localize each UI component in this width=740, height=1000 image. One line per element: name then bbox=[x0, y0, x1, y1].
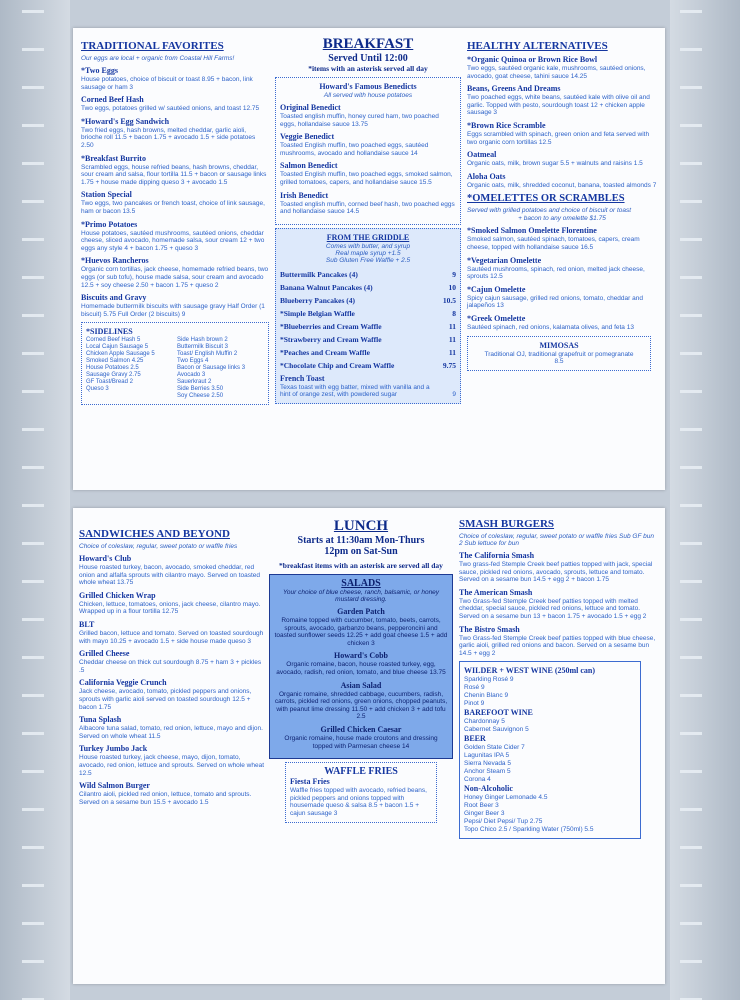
menu-item bbox=[459, 588, 659, 621]
menu-item-name: Howard's Cobb bbox=[333, 651, 388, 661]
decorative-mark bbox=[22, 618, 44, 621]
griddle-item-name: *Strawberry and Cream Waffle bbox=[280, 334, 382, 344]
menu-item bbox=[467, 84, 657, 117]
decorative-mark bbox=[680, 390, 702, 393]
menu-item-name: *Breakfast Burrito bbox=[81, 153, 146, 163]
menu-item bbox=[81, 256, 269, 289]
menu-item bbox=[79, 715, 265, 740]
sideline-item: Soy Cheese 2.50 bbox=[177, 393, 224, 400]
menu-item-desc: Organic oats, milk, shredded coconut, banana, toasted almonds 7 bbox=[467, 181, 657, 189]
menu-item-desc: Toasted English muffin, two poached eggs, smoked salmon, grilled tomatoes, capers, and hollandaise sauce 15.5 bbox=[280, 171, 453, 186]
menu-item-desc: Organic romaine, house made croutons and dressing topped with Parmesan cheese 14 bbox=[284, 734, 438, 750]
menu-item bbox=[467, 256, 657, 281]
drinks-box bbox=[459, 661, 641, 839]
menu-item-desc: Two eggs, sautéed organic kale, mushrooms, sautéed onions, avocado, goat cheese, tahini sauce 14.25 bbox=[467, 65, 646, 80]
traditional-favorites-list bbox=[81, 66, 269, 318]
sideline-item: House Potatoes 2.5 bbox=[86, 365, 139, 372]
menu-item-desc: Homemade buttermilk biscuits with sausage gravy Half Order (1 biscuit) 5.75 Full Order (2 biscuits) 9 bbox=[81, 303, 265, 318]
menu-item-name: The California Smash bbox=[459, 551, 535, 560]
salads-title: SALADS bbox=[341, 578, 381, 589]
menu-item-name: The Bistro Smash bbox=[459, 624, 520, 634]
breakfast-hours: Served Until 12:00 bbox=[328, 53, 408, 64]
menu-item-desc: Two poached eggs, white beans, sautéed kale with olive oil and garlic. Topped with pesto, sourdough toast 12 + chicken apple sausage 3 bbox=[467, 94, 650, 117]
menu-item-name: Aloha Oats bbox=[467, 171, 506, 181]
menu-item bbox=[274, 607, 448, 647]
sideline-item: Side Hash brown 2 bbox=[177, 337, 228, 344]
decorative-mark bbox=[680, 86, 702, 89]
healthy-list bbox=[467, 55, 657, 189]
breakfast-right-section bbox=[467, 40, 657, 371]
griddle-item-price: 8 bbox=[452, 308, 456, 318]
griddle-row bbox=[280, 333, 456, 346]
menu-item-desc: Two grass-fed Stemple Creek beef patties topped with jack, special sauce, pickled red onions, avocado, sprouts, lettuce and tomato. Served on a sesame bun 14.5 + egg 2 + bacon 1.75 bbox=[459, 561, 653, 584]
decorative-mark bbox=[22, 884, 44, 887]
traditional-favorites-section bbox=[81, 40, 269, 405]
griddle-box bbox=[275, 228, 461, 404]
menu-item-desc: Cilantro aioli, pickled red onion, lettuce, tomato and sprouts. Served on a sesame bun 15.5 + avocado 1.5 bbox=[79, 791, 252, 806]
decorative-mark bbox=[680, 314, 702, 317]
decorative-mark bbox=[680, 162, 702, 165]
decorative-mark bbox=[680, 276, 702, 279]
decorative-mark bbox=[22, 162, 44, 165]
decorative-mark bbox=[22, 390, 44, 393]
menu-item bbox=[274, 681, 448, 721]
menu-item-desc: Toasted english muffin, honey cured ham, two poached eggs, hollandaise sauce 13.75 bbox=[280, 113, 439, 128]
menu-item bbox=[280, 161, 456, 186]
menu-item bbox=[274, 725, 448, 750]
non-alcoholic-list bbox=[464, 794, 636, 834]
menu-item bbox=[81, 95, 269, 113]
griddle-row bbox=[280, 268, 456, 281]
menu-item-name: *Brown Rice Scramble bbox=[467, 120, 546, 130]
menu-item-name: *Smoked Salmon Omelette Florentine bbox=[467, 226, 597, 236]
menu-item-name: Wild Salmon Burger bbox=[79, 781, 150, 791]
menu-item bbox=[467, 150, 657, 168]
decorative-mark bbox=[680, 466, 702, 469]
menu-item bbox=[280, 132, 456, 157]
sideline-item: Local Cajun Sausage 5 bbox=[86, 344, 149, 351]
menu-item-name: Salmon Benedict bbox=[280, 161, 338, 171]
non-alcoholic-item: Honey Ginger Lemonade 4.5 bbox=[464, 794, 548, 802]
decorative-mark bbox=[680, 732, 702, 735]
menu-item-desc: Sautéed spinach, red onions, kalamata olives, and feta 13 bbox=[467, 323, 634, 331]
menu-item-desc: House potatoes, sautéed mushrooms, sautéed onions, cheddar cheese, sliced avocado, homemade salsa, sour cream 12 + two eggs any style 4 + bacon 1.75 + queso 3 bbox=[81, 229, 265, 252]
menu-item-name: Grilled Chicken Caesar bbox=[320, 724, 402, 734]
mimosas-price: 8.5 bbox=[554, 358, 564, 366]
sandwiches-section bbox=[79, 528, 265, 810]
fiesta-fries-name: Fiesta Fries bbox=[290, 777, 330, 787]
griddle-item-price: 10 bbox=[448, 282, 456, 292]
decorative-mark bbox=[680, 580, 702, 583]
menu-item-name: *Primo Potatoes bbox=[81, 219, 138, 229]
sideline-item: Buttermilk Biscuit 3 bbox=[177, 344, 229, 351]
griddle-item-name: Buttermilk Pancakes (4) bbox=[280, 269, 358, 279]
menu-item-desc: Two eggs, potatoes grilled w/ sautéed onions, and toast 12.75 bbox=[81, 105, 260, 113]
beer-item: Golden State Cider 7 bbox=[464, 744, 525, 752]
griddle-note-1: Comes with butter, and syrup bbox=[325, 242, 411, 250]
menu-item-desc: Two fried eggs, hash browns, melted cheddar, garlic aioli, brioche roll 11.5 + bacon 1.75 + avocado 1.5 + side potatoes 2.50 bbox=[81, 126, 256, 149]
menu-item-name: Asian Salad bbox=[340, 680, 382, 690]
sandwiches-title: SANDWICHES AND BEYOND bbox=[79, 528, 230, 540]
lunch-hours-2: 12pm on Sat-Sun bbox=[324, 546, 398, 557]
menu-item bbox=[467, 285, 657, 310]
traditional-favorites-title: TRADITIONAL FAVORITES bbox=[81, 40, 224, 52]
decorative-mark bbox=[22, 694, 44, 697]
breakfast-menu-page bbox=[73, 28, 665, 490]
decorative-mark bbox=[22, 124, 44, 127]
menu-item-desc: Spicy cajun sausage, grilled red onions, tomato, cheddar and jalapeños 13 bbox=[467, 294, 643, 310]
decorative-mark bbox=[680, 884, 702, 887]
menu-item-name: *Vegetarian Omelette bbox=[467, 255, 542, 265]
menu-item bbox=[81, 66, 269, 91]
decorative-mark bbox=[22, 770, 44, 773]
griddle-item-name: *Blueberries and Cream Waffle bbox=[280, 321, 382, 331]
menu-item bbox=[81, 293, 269, 318]
menu-item bbox=[459, 551, 659, 584]
sandwiches-note: Choice of coleslaw, regular, sweet potato or waffle fries bbox=[79, 543, 238, 550]
griddle-item-price: 11 bbox=[448, 347, 456, 357]
non-alcoholic-item: Ginger Beer 3 bbox=[464, 810, 505, 818]
sideline-item: Avocado 3 bbox=[177, 372, 206, 379]
decorative-mark bbox=[680, 656, 702, 659]
menu-item-desc: Organic romaine, bacon, house roasted turkey, egg, avocado, radish, red onion, tomato, and blue cheese 13.75 bbox=[276, 661, 446, 676]
menu-item-name: *Two Eggs bbox=[81, 66, 118, 75]
french-toast-row bbox=[280, 384, 456, 399]
menu-item-name: *Greek Omelette bbox=[467, 313, 526, 323]
decorative-mark bbox=[680, 770, 702, 773]
decorative-mark bbox=[22, 428, 44, 431]
menu-item bbox=[280, 103, 456, 128]
decorative-mark bbox=[680, 618, 702, 621]
menu-item-desc: Organic corn tortillas, jack cheese, homemade refried beans, two eggs (or sub tofu), house made salsa, sour cream and avocado 12.5 + soy cheese 2.50 + bacon 1.75 + queso 2 bbox=[81, 266, 269, 289]
menu-item-desc: Organic oats, milk, brown sugar 5.5 + walnuts and raisins 1.5 bbox=[467, 160, 643, 168]
wine-item: Sparkling Rosé 9 bbox=[464, 676, 514, 684]
menu-item-desc: House roasted turkey, bacon, avocado, smoked cheddar, red onion and alfalfa sprouts with cilantro mayo. Served on toasted whole wheat 13.75 bbox=[79, 564, 261, 587]
traditional-favorites-note: Our eggs are local + organic from Coastal Hill Farms! bbox=[81, 55, 235, 62]
menu-item bbox=[274, 651, 448, 676]
griddle-row bbox=[280, 281, 456, 294]
decorative-mark bbox=[680, 352, 702, 355]
menu-item-name: Original Benedict bbox=[280, 103, 341, 112]
breakfast-asterisk-note: *items with an asterisk served all day bbox=[308, 64, 428, 73]
menu-item-name: *Organic Quinoa or Brown Rice Bowl bbox=[467, 55, 598, 64]
mimosas-title: MIMOSAS bbox=[539, 340, 579, 350]
griddle-item-name: *Peaches and Cream Waffle bbox=[280, 347, 370, 357]
healthy-title: HEALTHY ALTERNATIVES bbox=[467, 40, 608, 52]
smash-title: SMASH BURGERS bbox=[459, 518, 555, 530]
wine-item: Chenin Blanc 9 bbox=[464, 692, 509, 700]
griddle-row bbox=[280, 346, 456, 359]
griddle-item-price: 11 bbox=[448, 321, 456, 331]
menu-item bbox=[467, 172, 657, 190]
menu-item-desc: Jack cheese, avocado, tomato, pickled peppers and onions, sprouts with garlic aioli served on toasted sourdough 12.5 + bacon 1.75 bbox=[79, 688, 252, 711]
sideline-item: Bacon or Sausage links 3 bbox=[177, 365, 246, 372]
decorative-mark bbox=[680, 10, 702, 13]
wine-list bbox=[464, 676, 636, 708]
menu-item bbox=[81, 117, 269, 150]
barefoot-item: Chardonnay 5 bbox=[464, 718, 505, 726]
non-alcoholic-item: Root Beer 3 bbox=[464, 802, 499, 810]
sidelines-list bbox=[86, 337, 264, 400]
griddle-row bbox=[280, 307, 456, 320]
decorative-mark bbox=[22, 922, 44, 925]
sideline-item: GF Toast/Bread 2 bbox=[86, 379, 133, 386]
griddle-item-name: *Chocolate Chip and Cream Waffle bbox=[280, 360, 395, 370]
menu-item-desc: House roasted turkey, jack cheese, mayo, dijon, tomato, avocado, red onion, lettuce and sprouts. Served on whole wheat 12.5 bbox=[79, 754, 265, 777]
menu-item-desc: Romaine topped with cucumber, tomato, beets, carrots, sprouts, avocado, garbanzo beans, pepperoncini and toasted sunflower seeds 12.25 + add goat cheese 1.5 + add chicken 3 bbox=[274, 617, 448, 647]
barefoot-title: BAREFOOT WINE bbox=[464, 708, 533, 718]
omelettes-note-1: Served with grilled potatoes and choice of biscuit or toast bbox=[467, 207, 632, 215]
wine-item: Pinot 9 bbox=[464, 700, 485, 708]
decorative-mark bbox=[22, 238, 44, 241]
benedicts-list bbox=[280, 103, 456, 216]
menu-item-desc: Cheddar cheese on thick cut sourdough 8.75 + ham 3 + pickles .5 bbox=[79, 659, 262, 674]
waffle-fries-box bbox=[285, 762, 437, 822]
beer-item: Lagunitas IPA 5 bbox=[464, 752, 510, 760]
decorative-mark bbox=[680, 124, 702, 127]
griddle-item-name: *Simple Belgian Waffle bbox=[280, 308, 355, 318]
menu-item-name: *Howard's Egg Sandwich bbox=[81, 116, 170, 126]
benedicts-title: Howard's Famous Benedicts bbox=[319, 82, 417, 91]
decorative-mark bbox=[22, 200, 44, 203]
lunch-right-section bbox=[459, 518, 659, 839]
menu-item-name: Garden Patch bbox=[337, 607, 385, 616]
griddle-item-name: Blueberry Pancakes (4) bbox=[280, 295, 355, 305]
sideline-item: Two Eggs 4 bbox=[177, 358, 209, 365]
menu-item bbox=[467, 314, 657, 332]
decorative-mark bbox=[22, 580, 44, 583]
griddle-row bbox=[280, 320, 456, 333]
breakfast-title: BREAKFAST bbox=[322, 36, 414, 52]
decorative-mark bbox=[680, 846, 702, 849]
decorative-mark bbox=[22, 276, 44, 279]
sideline-item: Queso 3 bbox=[86, 386, 109, 393]
menu-item-desc: Eggs scrambled with spinach, green onion and feta served with two organic corn tortillas 12.5 bbox=[467, 130, 650, 146]
menu-item-name: Howard's Club bbox=[79, 554, 132, 563]
wine-title: WILDER + WEST WINE (250ml can) bbox=[464, 666, 596, 676]
menu-item-desc: Organic romaine, shredded cabbage, cucumbers, radish, carrots, pickled red onions, green onions, chopped peanuts, with peanut lime dressing 11.50 + add chicken 3 + add tofu 2.5 bbox=[274, 690, 448, 721]
lunch-hours-1: Starts at 11:30am Mon-Thurs bbox=[297, 535, 425, 546]
menu-item bbox=[280, 191, 456, 216]
menu-item-name: Veggie Benedict bbox=[280, 132, 335, 142]
menu-item-desc: Two Grass-fed Stemple Creek beef patties topped with melted cheddar, special sauce, pickled red onions, lettuce and tomato. Served on a sesame bun 13 + bacon 1.75 + avocado 1.5 + egg 2 bbox=[459, 597, 647, 620]
menu-item-desc: Toasted English muffin, two poached eggs, sautéed mushrooms, avocado and hollandaise sauce 14 bbox=[280, 142, 429, 157]
menu-item-desc: Smoked salmon, sautéed spinach, tomatoes, capers, cream cheese, topped with hollandaise sauce 16.5 bbox=[467, 236, 640, 251]
menu-item-name: Beans, Greens And Dreams bbox=[467, 84, 561, 94]
sideline-item: Sausage Gravy 2.75 bbox=[86, 372, 141, 379]
decorative-mark bbox=[22, 846, 44, 849]
sandwiches-list bbox=[79, 554, 265, 806]
griddle-item-price: 9 bbox=[452, 269, 456, 279]
decorative-mark bbox=[22, 960, 44, 963]
smash-list bbox=[459, 551, 659, 657]
menu-item bbox=[459, 625, 659, 658]
menu-item-name: Tuna Splash bbox=[79, 715, 122, 725]
decorative-mark bbox=[680, 238, 702, 241]
background-left bbox=[0, 0, 70, 1000]
decorative-mark bbox=[22, 466, 44, 469]
lunch-menu-page bbox=[73, 508, 665, 984]
griddle-item-price: 9.75 bbox=[442, 360, 456, 370]
menu-item-desc: Chicken, lettuce, tomatoes, onions, jack cheese, cilantro mayo. Wrapped up in a flour tortilla 12.75 bbox=[79, 600, 261, 616]
decorative-mark bbox=[680, 200, 702, 203]
decorative-mark bbox=[680, 960, 702, 963]
menu-item-name: Biscuits and Gravy bbox=[81, 293, 147, 303]
mimosas-desc: Traditional OJ, traditional grapefruit or pomegranate bbox=[484, 350, 634, 358]
menu-item bbox=[81, 190, 269, 215]
sideline-item bbox=[86, 393, 173, 400]
lunch-asterisk-note: *breakfast items with an asterisk are served all day bbox=[279, 561, 443, 570]
menu-item-name: BLT bbox=[79, 619, 95, 629]
menu-item bbox=[81, 154, 269, 187]
sidelines-title: *SIDELINES bbox=[86, 327, 133, 337]
griddle-row bbox=[280, 359, 456, 372]
decorative-mark bbox=[22, 10, 44, 13]
menu-item-desc: Toasted english muffin, corned beef hash, two poached eggs and hollandaise sauce 14.5 bbox=[280, 200, 455, 216]
benedicts-box bbox=[275, 77, 461, 225]
menu-item bbox=[79, 649, 265, 674]
wine-item: Rosé 9 bbox=[464, 684, 485, 692]
menu-item-name: Irish Benedict bbox=[280, 190, 329, 200]
decorative-mark bbox=[22, 314, 44, 317]
sideline-item: Toast/ English Muffin 2 bbox=[177, 351, 238, 358]
menu-item-name: Corned Beef Hash bbox=[81, 95, 144, 105]
griddle-note-2: Real maple syrup +1.5 bbox=[335, 249, 401, 257]
background-right bbox=[670, 0, 740, 1000]
salads-note: Your choice of blue cheese, ranch, balsamic, or honey mustard dressing. bbox=[282, 589, 440, 603]
menu-item bbox=[79, 620, 265, 645]
menu-item-desc: Two Grass-fed Stemple Creek beef patties topped with blue cheese, garlic aioli, grilled red onions and bacon. Served on a sesame bun 14.5 + egg 2 bbox=[459, 634, 656, 657]
omelettes-title: *OMELETTES OR SCRAMBLES bbox=[467, 193, 625, 205]
lunch-title: LUNCH bbox=[333, 518, 389, 534]
sideline-item: Corned Beef Hash 5 bbox=[86, 337, 141, 344]
decorative-mark bbox=[680, 428, 702, 431]
mimosas-box bbox=[467, 336, 651, 371]
menu-item bbox=[79, 554, 265, 587]
omelettes-note-2: + bacon to any omelette $1.75 bbox=[518, 215, 606, 223]
french-toast-price: 9 bbox=[452, 391, 456, 399]
decorative-mark bbox=[22, 86, 44, 89]
menu-item-name: *Cajun Omelette bbox=[467, 284, 526, 294]
menu-item bbox=[79, 781, 265, 806]
griddle-item-price: 10.5 bbox=[442, 295, 456, 305]
menu-item bbox=[79, 744, 265, 777]
menu-item-name: The American Smash bbox=[459, 587, 533, 597]
menu-item-name: *Huevos Rancheros bbox=[81, 256, 149, 266]
griddle-row bbox=[280, 294, 456, 307]
menu-item bbox=[467, 226, 657, 251]
decorative-mark bbox=[22, 732, 44, 735]
griddle-title: FROM THE GRIDDLE bbox=[326, 232, 410, 242]
lunch-center-section bbox=[269, 518, 453, 823]
non-alcoholic-item: Topo Chico 2.5 / Sparkling Water (750ml) 5.5 bbox=[464, 826, 594, 834]
fiesta-fries-desc: Waffle fries topped with avocado, refried beans, pickled peppers and onions topped with housemade queso & salsa 8.5 + bacon 1.5 + cajun sausage 3 bbox=[290, 787, 427, 817]
decorative-mark bbox=[680, 922, 702, 925]
griddle-item-name: Banana Walnut Pancakes (4) bbox=[280, 282, 373, 292]
smash-note: Choice of coleslaw, regular, sweet potato or waffle fries Sub GF bun 2 Sub lettuce for bun bbox=[459, 533, 654, 547]
menu-item-name: California Veggie Crunch bbox=[79, 678, 167, 688]
beer-item: Sierra Nevada 5 bbox=[464, 760, 511, 768]
decorative-mark bbox=[22, 808, 44, 811]
decorative-mark bbox=[680, 808, 702, 811]
barefoot-item: Cabernet Sauvignon 5 bbox=[464, 726, 529, 734]
beer-title: BEER bbox=[464, 734, 486, 744]
menu-item bbox=[467, 121, 657, 146]
menu-item-desc: Albacore tuna salad, tomato, red onion, lettuce, mayo and dijon. Served on whole wheat 11.5 bbox=[79, 725, 263, 740]
decorative-mark bbox=[22, 504, 44, 507]
non-alcoholic-item: Pepsi/ Diet Pepsi/ Tup 2.75 bbox=[464, 818, 543, 826]
menu-item-desc: Grilled bacon, lettuce and tomato. Served on toasted sourdough with mayo 10.25 + avocado 1.5 + side house made queso 3 bbox=[79, 629, 264, 645]
beer-item: Anchor Steam 5 bbox=[464, 768, 511, 776]
waffle-fries-title: WAFFLE FRIES bbox=[324, 766, 398, 778]
decorative-mark bbox=[22, 656, 44, 659]
sidelines-box bbox=[81, 322, 269, 405]
decorative-mark bbox=[680, 48, 702, 51]
decorative-mark bbox=[680, 694, 702, 697]
breakfast-center-section bbox=[275, 36, 461, 404]
menu-item-desc: House potatoes, choice of biscuit or toast 8.95 + bacon, link sausage or ham 3 bbox=[81, 76, 253, 91]
sideline-item: Chicken Apple Sausage 5 bbox=[86, 351, 155, 358]
menu-item bbox=[79, 591, 265, 616]
menu-item bbox=[467, 55, 657, 80]
menu-item-desc: Sautéed mushrooms, spinach, red onion, melted jack cheese, sprouts 12.5 bbox=[467, 265, 645, 281]
decorative-mark bbox=[22, 48, 44, 51]
menu-item bbox=[79, 678, 265, 711]
griddle-note-3: Sub Gluten Free Waffle + 2.5 bbox=[325, 256, 411, 264]
sideline-item: Sauerkraut 2 bbox=[177, 379, 212, 386]
griddle-item-price: 11 bbox=[448, 334, 456, 344]
menu-item-desc: Two eggs, two pancakes or french toast, choice of link sausage, ham or bacon 13.5 bbox=[81, 200, 265, 215]
sideline-item: Smoked Salmon 4.25 bbox=[86, 358, 144, 365]
menu-item-name: Grilled Chicken Wrap bbox=[79, 590, 156, 600]
french-toast-name: French Toast bbox=[280, 373, 325, 383]
salads-list bbox=[274, 607, 448, 750]
menu-item-name: Oatmeal bbox=[467, 150, 497, 160]
beer-list bbox=[464, 744, 636, 784]
decorative-mark bbox=[22, 352, 44, 355]
menu-item-name: Turkey Jumbo Jack bbox=[79, 744, 148, 754]
barefoot-list bbox=[464, 718, 636, 734]
benedicts-note: All served with house potatoes bbox=[323, 92, 413, 99]
sideline-item: Side Berries 3.50 bbox=[177, 386, 224, 393]
french-toast-desc: Texas toast with egg batter, mixed with vanilla and a hint of orange zest, with powdered sugar bbox=[280, 383, 430, 399]
non-alcoholic-title: Non-Alcoholic bbox=[464, 784, 513, 794]
menu-item bbox=[81, 220, 269, 253]
omelettes-list bbox=[467, 226, 657, 331]
decorative-mark bbox=[680, 542, 702, 545]
menu-item-name: Grilled Cheese bbox=[79, 649, 130, 659]
griddle-list bbox=[280, 268, 456, 372]
menu-item-desc: Scrambled eggs, house refried beans, hash browns, cheddar, sour cream and salsa, flour tortilla 11.5 + bacon or sausage links 1.75 + house made dipping queso 3 + avocado 1.5 bbox=[81, 163, 267, 186]
menu-item-name: Station Special bbox=[81, 190, 132, 200]
decorative-mark bbox=[680, 504, 702, 507]
salads-box bbox=[269, 574, 453, 759]
beer-item: Corona 4 bbox=[464, 776, 491, 784]
decorative-mark bbox=[22, 542, 44, 545]
